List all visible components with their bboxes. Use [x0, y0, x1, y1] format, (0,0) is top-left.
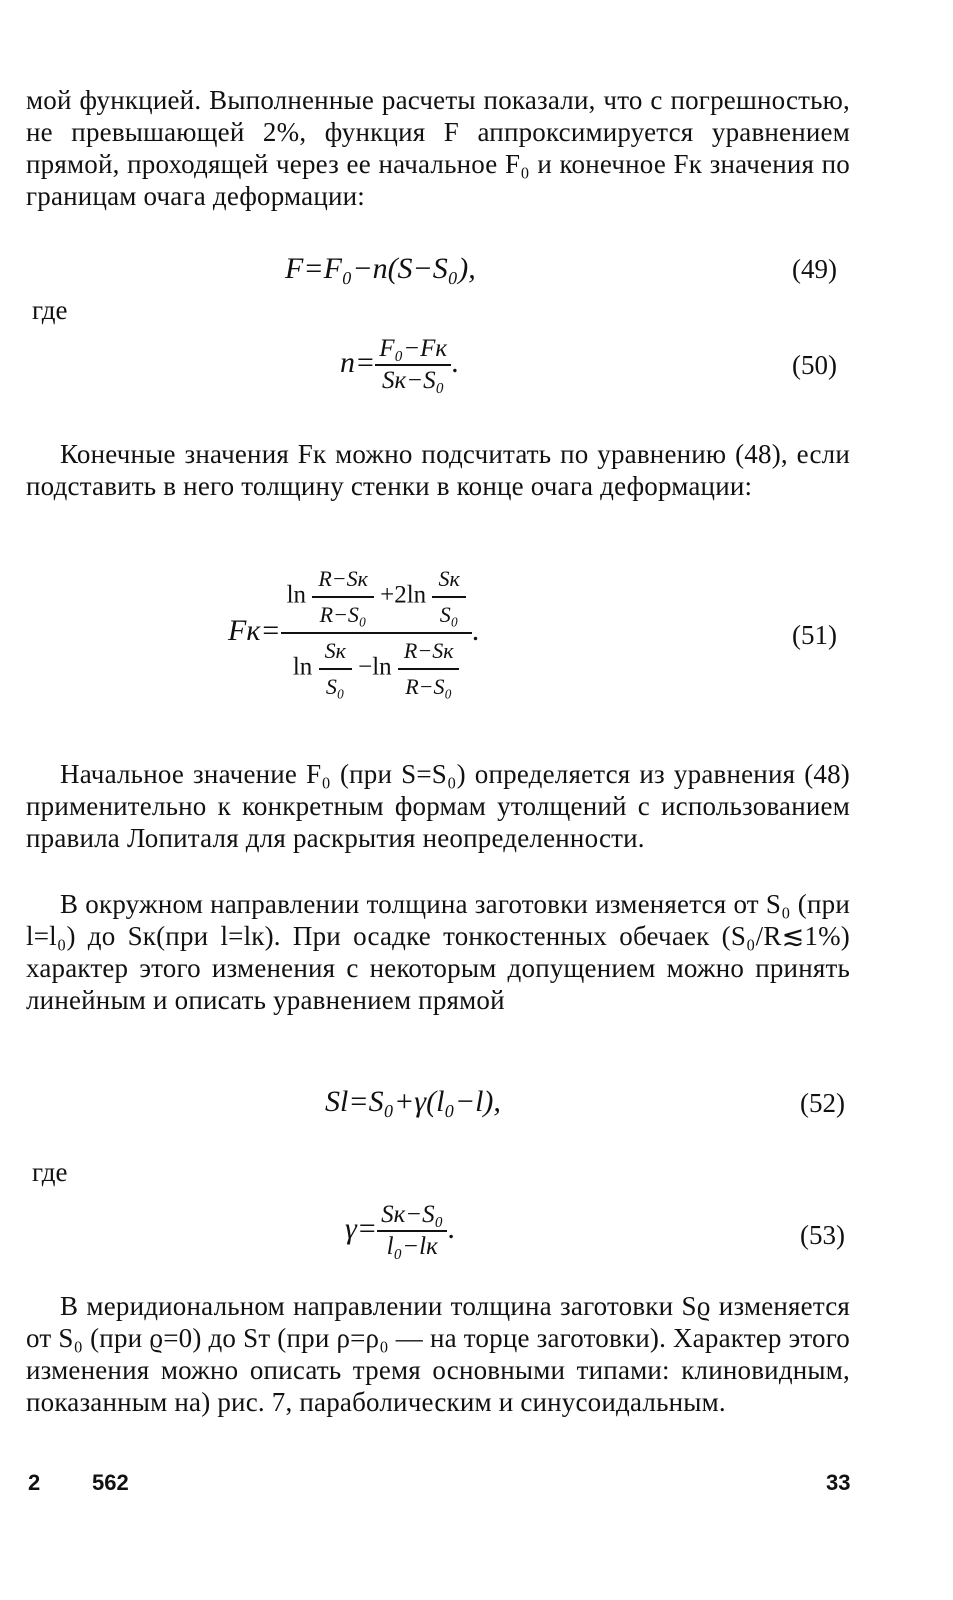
frac-51-b — [432, 566, 465, 628]
equation-53-tail: . — [447, 1211, 455, 1245]
where-label-2: где — [32, 1157, 68, 1187]
frac-51-b-den: S₀ — [439, 602, 459, 627]
where-label-1: где — [32, 295, 68, 325]
frac-51-b-num: Sк — [432, 566, 465, 598]
frac-51-c-num: Sк — [319, 638, 352, 670]
ln-2: ln — [292, 653, 313, 681]
equation-51-numerator — [281, 566, 472, 634]
paragraph-1: мой функцией. Выполненные расчеты показали, что с погрешностью, не превышающей 2%, функция F аппроксимируется уравнением прямой, проходящей через ее начальное F₀ и конечное Fк значения по границам очага деформации: — [26, 85, 850, 211]
equation-50-denominator: Sк−S₀ — [382, 367, 445, 394]
paragraph-5: В меридиональном направлении толщина заготовки Sϱ изменяется от S₀ (при ϱ=0) до Sт (при ρ=ρ₀ — на торце заготовки). Характер этого изменения можно описать тремя основными типами: клиновидным, показанным на) рис. 7, параболическим и синусоидальным. — [26, 1291, 850, 1417]
equation-50-tail: . — [451, 345, 459, 379]
equation-52: Sl=S₀+γ(l₀−l), — [325, 1085, 501, 1118]
paragraph-2: Конечные значения Fк можно подсчитать по уравнению (48), если подставить в него толщину стенки в конце очага деформации: — [26, 439, 850, 501]
equation-53 — [345, 1200, 455, 1262]
equation-53-denominator: l₀−lк — [386, 1233, 438, 1260]
equation-52-number: (52) — [800, 1088, 845, 1118]
equation-51-main-fraction — [281, 566, 472, 700]
frac-51-d — [398, 638, 460, 700]
equation-53-fraction — [377, 1200, 447, 1262]
footer-print-code: 562 — [92, 1470, 129, 1495]
frac-51-d-num: R−Sк — [398, 638, 460, 670]
frac-51-d-den: R−S₀ — [405, 674, 453, 699]
equation-49: F=F₀−n(S−S₀), — [285, 252, 476, 285]
equation-51-number: (51) — [792, 620, 837, 650]
equation-50-number: (50) — [792, 350, 837, 380]
ln-1: ln — [286, 581, 307, 609]
plus-2ln: +2ln — [380, 581, 427, 609]
equation-53-number: (53) — [800, 1220, 845, 1250]
equation-51-denominator — [281, 634, 472, 700]
equation-49-number: (49) — [792, 254, 837, 284]
equation-50-lhs: n= — [340, 345, 376, 379]
equation-50 — [340, 334, 459, 396]
equation-50-numerator: F₀−Fк — [375, 334, 451, 366]
footer-signature-number: 2 — [28, 1470, 41, 1495]
equation-50-fraction — [375, 334, 451, 396]
frac-51-c-den: S₀ — [325, 674, 345, 699]
equation-51-tail: . — [471, 613, 480, 647]
frac-51-a-num: R−Sк — [312, 566, 374, 598]
page-number: 33 — [826, 1470, 851, 1495]
minus-ln: −ln — [358, 653, 392, 681]
frac-51-c — [319, 638, 352, 700]
equation-53-numerator: Sк−S₀ — [377, 1200, 447, 1232]
paragraph-4: В окружном направлении толщина заготовки изменяется от S₀ (при l=l₀) до Sк(при l=lк). При осадке тонкостенных обечаек (S₀/R≲1%) характер этого изменения с некоторым допущением можно принять линейным и описать уравнением прямой — [26, 889, 850, 1015]
equation-53-lhs: γ= — [345, 1211, 378, 1245]
frac-51-a-den: R−S₀ — [319, 602, 367, 627]
frac-51-a — [312, 566, 374, 628]
equation-51 — [228, 566, 479, 700]
paragraph-3: Начальное значение F₀ (при S=S₀) определяется из уравнения (48) применительно к конкретным формам утолщений с использованием правила Лопиталя для раскрытия неопределенности. — [26, 759, 850, 853]
equation-51-lhs: Fк= — [228, 613, 281, 647]
